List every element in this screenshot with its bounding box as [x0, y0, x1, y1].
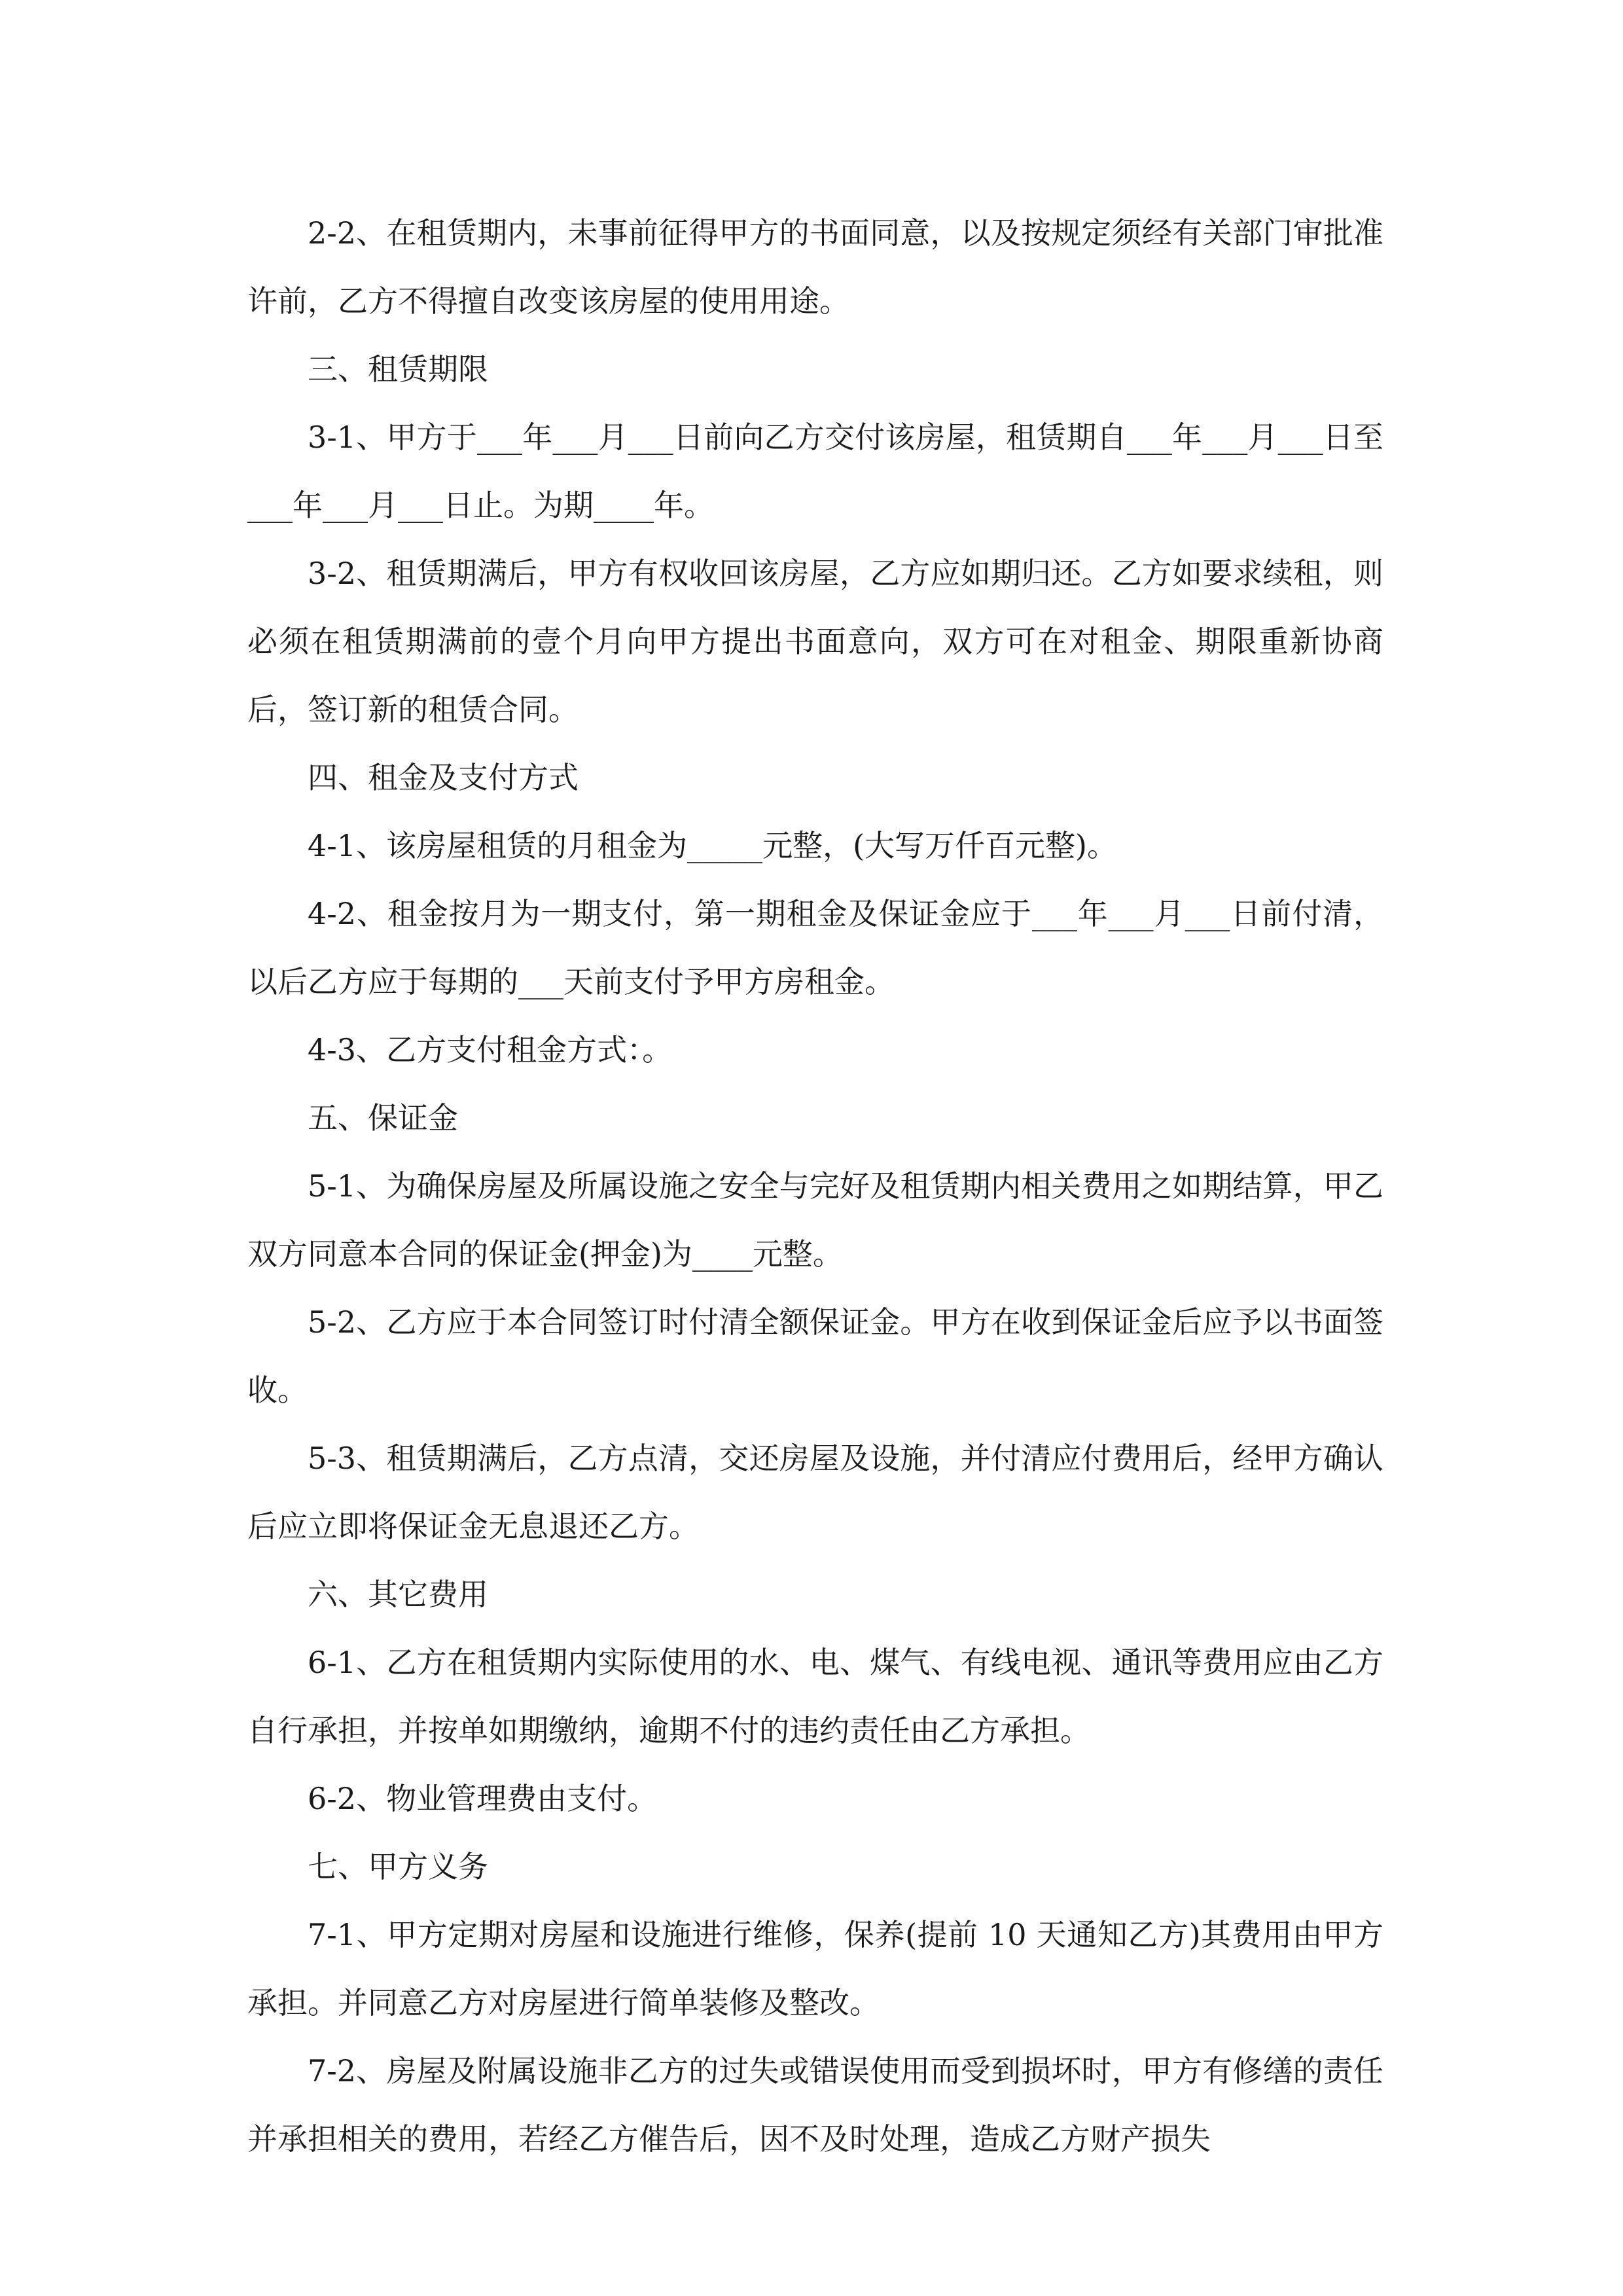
section-heading-7-landlord-duties: 七、甲方义务: [308, 1849, 488, 1884]
section-heading-4-rent-payment: 四、租金及支付方式: [308, 760, 579, 795]
clause-3-2: 3-2、租赁期满后，甲方有权收回该房屋，乙方应如期归还。乙方如要求续租，则必须在租赁期满前的壹个月向甲方提出书面意向，双方可在对租金、期限重新协商后，签订新的租赁合同。: [247, 556, 1383, 727]
section-heading-6-other-fees: 六、其它费用: [308, 1577, 488, 1612]
clause-7-2: 7-2、房屋及附属设施非乙方的过失或错误使用而受到损坏时，甲方有修缮的责任并承担相关的费用，若经乙方催告后，因不及时处理，造成乙方财产损失: [247, 2053, 1383, 2157]
clause-6-1: 6-1、乙方在租赁期内实际使用的水、电、煤气、有线电视、通讯等费用应由乙方自行承担，并按单如期缴纳，逾期不付的违约责任由乙方承担。: [247, 1645, 1383, 1748]
clause-5-3: 5-3、租赁期满后，乙方点清，交还房屋及设施，并付清应付费用后，经甲方确认后应立即将保证金无息退还乙方。: [247, 1441, 1383, 1544]
clause-5-1: 5-1、为确保房屋及所属设施之安全与完好及租赁期内相关费用之如期结算，甲乙双方同意本合同的保证金(押金)为____元整。: [247, 1168, 1383, 1272]
clause-2-2: 2-2、在租赁期内，未事前征得甲方的书面同意，以及按规定须经有关部门审批准许前，乙方不得擅自改变该房屋的使用用途。: [247, 215, 1383, 319]
clause-7-1: 7-1、甲方定期对房屋和设施进行维修，保养(提前 10 天通知乙方)其费用由甲方承担。并同意乙方对房屋进行简单装修及整改。: [247, 1917, 1383, 2020]
clause-6-2: 6-2、物业管理费由支付。: [308, 1781, 658, 1816]
clause-4-3: 4-3、乙方支付租金方式：。: [308, 1032, 673, 1067]
section-heading-3-lease-term: 三、租赁期限: [308, 351, 488, 387]
clause-5-2: 5-2、乙方应于本合同签订时付清全额保证金。甲方在收到保证金后应予以书面签收。: [247, 1304, 1383, 1408]
clause-4-2: 4-2、租金按月为一期支付，第一期租金及保证金应于___年___月___日前付清，以后乙方应于每期的___天前支付予甲方房租金。: [247, 896, 1383, 999]
clause-4-1: 4-1、该房屋租赁的月租金为_____元整，(大写万仟百元整)。: [308, 828, 1117, 863]
section-heading-5-deposit: 五、保证金: [308, 1100, 458, 1136]
clause-3-1: 3-1、甲方于___年___月___日前向乙方交付该房屋，租赁期自___年___月___日至___年___月___日止。为期____年。: [247, 420, 1383, 523]
